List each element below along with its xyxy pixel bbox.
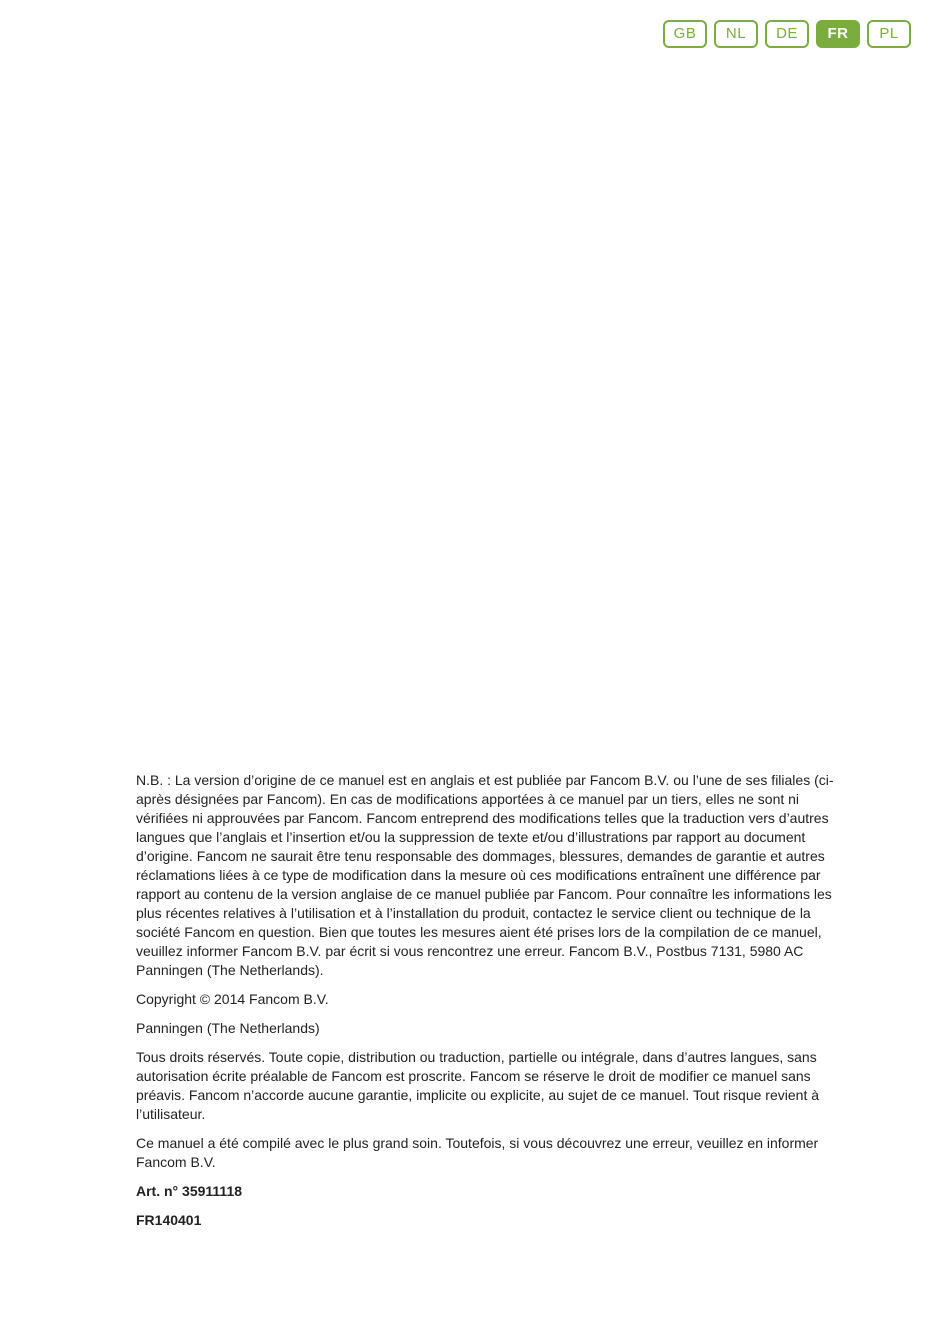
language-tab-pl[interactable]: PL bbox=[867, 20, 911, 48]
nb-paragraph: N.B. : La version d’origine de ce manuel est en anglais et est publiée par Fancom B.V. ou l’une de ses filiales (ci-après désignées par Fancom). En cas de modifications apportées à ce manuel par un tiers, elles ne sont ni vérifiées ni approuvées par Fancom. Fancom entreprend des modifications telles que la traduction vers d’autres langues que l’anglais et l’insertion et/ou la suppression de texte et/ou d’illustrations par rapport au document d’origine. Fancom ne saurait être tenu responsable des dommages, blessures, demandes de garantie et autres réclamations liées à ce type de modification dans la mesure où ces modifications entraînent une différence par rapport au contenu de la version anglaise de ce manuel publiée par Fancom. Pour connaître les informations les plus récentes relatives à l’utilisation et à l’installation du produit, contactez le service client ou technique de la société Fancom en question. Bien que toutes les mesures aient été prises lors de la compilation de ce manuel, veuillez informer Fancom B.V. par écrit si vous rencontrez une erreur. Fancom B.V., Postbus 7131, 5980 AC Panningen (The Netherlands). bbox=[136, 772, 834, 978]
care-paragraph: Ce manuel a été compilé avec le plus grand soin. Toutefois, si vous découvrez une erreur, veuillez en informer Fancom B.V. bbox=[136, 1135, 819, 1170]
rights-paragraph: Tous droits réservés. Toute copie, distribution ou traduction, partielle ou intégrale, dans d’autres langues, sans autorisation écrite préalable de Fancom est proscrite. Fancom se réserve le droit de modifier ce manuel sans préavis. Fancom n’accorde aucune garantie, implicite ou explicite, au sujet de ce manuel. Tout risque revient à l’utilisateur. bbox=[136, 1049, 820, 1122]
language-tab-gb[interactable]: GB bbox=[663, 20, 707, 48]
document-code: FR140401 bbox=[136, 1212, 202, 1228]
language-tab-de[interactable]: DE bbox=[765, 20, 809, 48]
language-tab-nl[interactable]: NL bbox=[714, 20, 758, 48]
language-selector bbox=[663, 20, 911, 48]
language-tab-fr[interactable]: FR bbox=[816, 20, 860, 48]
legal-notice bbox=[136, 771, 852, 1240]
article-number: Art. n° 35911118 bbox=[136, 1183, 243, 1199]
copyright-line: Copyright © 2014 Fancom B.V. bbox=[136, 991, 329, 1007]
location-line: Panningen (The Netherlands) bbox=[136, 1020, 320, 1036]
